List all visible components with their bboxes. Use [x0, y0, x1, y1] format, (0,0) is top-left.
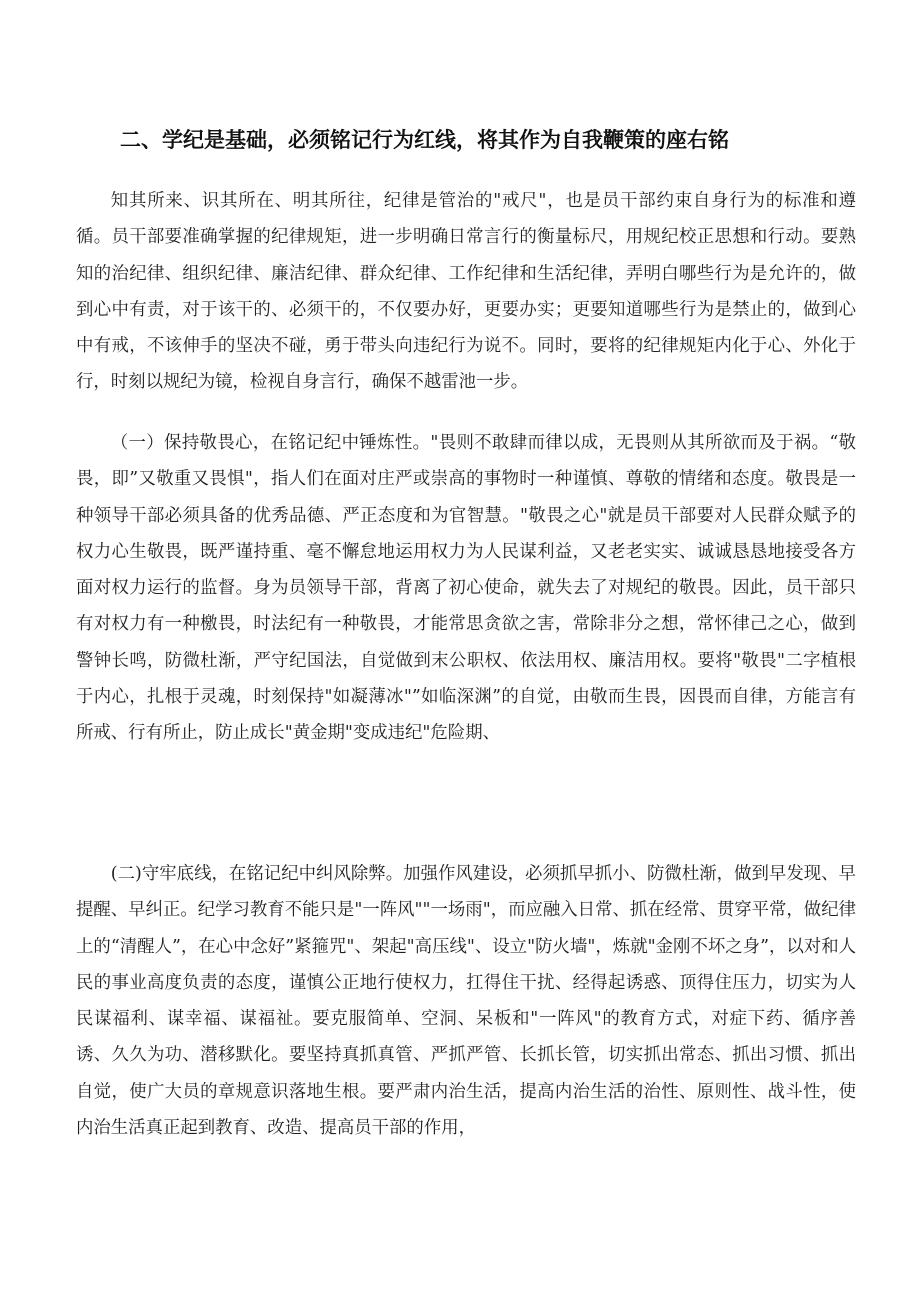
paragraph-hold-bottom-line: (二)守牢底线，在铭记纪中纠风除弊。加强作风建设，必须抓早抓小、防微杜渐，做到早发现、早提醒、早纠正。纪学习教育不能只是"一阵风""一场雨"，而应融入日常、抓在经常、贯穿平常，做纪律上的“清醒人”，在心中念好”紧箍咒"、架起"高压线"、设立"防火墙"，炼就"金刚不坏之身”，以对和人民的事业高度负责的态度，谨慎公正地行使权力，扛得住干扰、经得起诱惑、顶得住压力，切实为人民谋福利、谋幸福、谋福祉。要克服简单、空洞、呆板和"一阵风"的教育方式，对症下药、循序善诱、久久为功、潜移默化。要坚持真抓真管、严抓严管、长抓长管，切实抓出常态、抓出习惯、抓出自觉，使广大员的章规意识落地生根。要严肃内治生活，提高内治生活的治性、原则性、战斗性，使内治生活真正起到教育、改造、提高员干部的作用， [76, 864, 856, 1139]
paragraph-keep-reverence: （一）保持敬畏心，在铭记纪中锤炼性。"畏则不敢肆而律以成，无畏则从其所欲而及于祸。“敬畏，即”又敬重又畏惧"，指人们在面对庄严或崇高的事物时一种谨慎、尊敬的情绪和态度。敬畏是一种领导干部必须具备的优秀品德、严正态度和为官智慧。"敬畏之心"就是员干部要对人民群众赋予的权力心生敬畏，既严谨持重、毫不懈怠地运用权力为人民谋利益，又老老实实、诚诚恳恳地接受各方面对权力运行的监督。身为员领导干部，背离了初心使命，就失去了对规纪的敬畏。因此，员干部只有对权力有一种檄畏，时法纪有一种敬畏，才能常思贪欲之害，常除非分之想，常怀律己之心，做到警钟长鸣，防微杜渐，严守纪国法，自觉做到末公职权、依法用权、廉洁用权。要将"敬畏"二字植根于内心，扎根于灵魂，时刻保持"如凝薄冰"”如临深渊”的自觉，由敬而生畏，因畏而自律，方能言有所戒、行有所止，防止成长"黄金期"变成违纪"危险期、 [76, 433, 856, 744]
paragraph-discipline-overview: 知其所来、识其所在、明其所往，纪律是管治的"戒尺"，也是员干部约束自身行为的标准和遵循。员干部要准确掌握的纪律规矩，进一步明确日常言行的衡量标尺，用规纪校正思想和行动。要熟知的治纪律、组织纪律、廉洁纪律、群众纪律、工作纪律和生活纪律，弄明白哪些行为是允许的，做到心中有责，对于该干的、必须干的，不仅要办好，更要办实；更要知道哪些行为是禁止的，做到心中有戒，不该伸手的坚决不碰，勇于带头向违纪行为说不。同时，要将的纪律规矩内化于心、外化于行，时刻以规纪为镜，检视自身言行，确保不越雷池一步。 [76, 191, 856, 393]
section-heading: 二、学纪是基础，必须铭记行为红线，将其作为自我鞭策的座右铭 [120, 128, 729, 152]
